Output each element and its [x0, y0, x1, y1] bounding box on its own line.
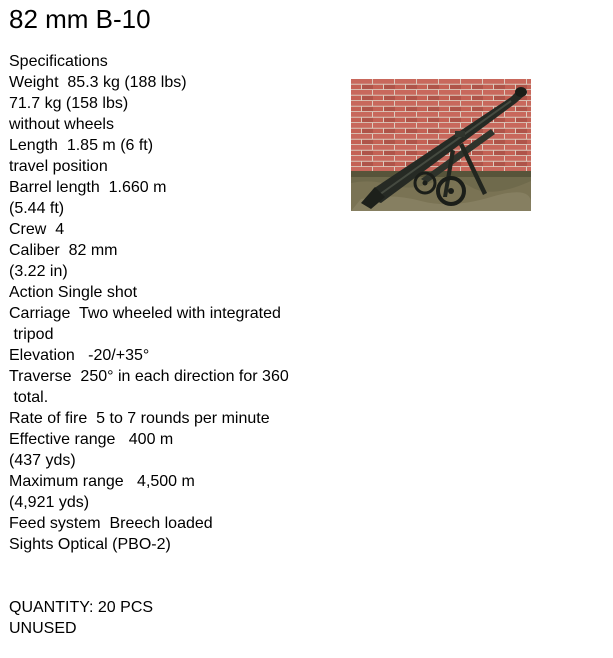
spec-line: Elevation -20/+35° [9, 347, 150, 364]
spec-line: (5.44 ft) [9, 200, 65, 217]
spec-line: (3.22 in) [9, 263, 68, 280]
spec-line: Caliber 82 mm [9, 242, 118, 259]
spec-line: Feed system Breech loaded [9, 515, 213, 532]
spec-line: Carriage Two wheeled with integrated [9, 305, 281, 322]
condition-text: UNUSED [9, 620, 77, 637]
spec-line: Barrel length 1.660 m [9, 179, 167, 196]
spec-line: 71.7 kg (158 lbs) [9, 95, 129, 112]
spec-line: Weight 85.3 kg (188 lbs) [9, 74, 187, 91]
spec-line: Length 1.85 m (6 ft) [9, 137, 154, 154]
spec-line: (4,921 yds) [9, 494, 90, 511]
spec-line: Maximum range 4,500 m [9, 473, 195, 490]
spec-line: tripod [9, 326, 54, 343]
spec-list [9, 51, 289, 555]
spec-line: total. [9, 389, 49, 406]
recoilless-rifle-photo [351, 79, 531, 211]
spec-line: (437 yds) [9, 452, 76, 469]
spec-line: Traverse 250° in each direction for 360 [9, 368, 289, 385]
spec-line: Sights Optical (PBO-2) [9, 536, 171, 553]
spec-line: without wheels [9, 116, 114, 133]
spec-line: travel position [9, 158, 108, 175]
spec-line: Rate of fire 5 to 7 rounds per minute [9, 410, 270, 427]
spec-line: Crew 4 [9, 221, 65, 238]
spec-line: Effective range 400 m [9, 431, 174, 448]
quantity-text: QUANTITY: 20 PCS [9, 599, 154, 616]
page-title: 82 mm B-10 [9, 4, 151, 34]
footer-block [9, 597, 153, 639]
spec-line: Action Single shot [9, 284, 138, 301]
spec-line: Specifications [9, 53, 108, 70]
